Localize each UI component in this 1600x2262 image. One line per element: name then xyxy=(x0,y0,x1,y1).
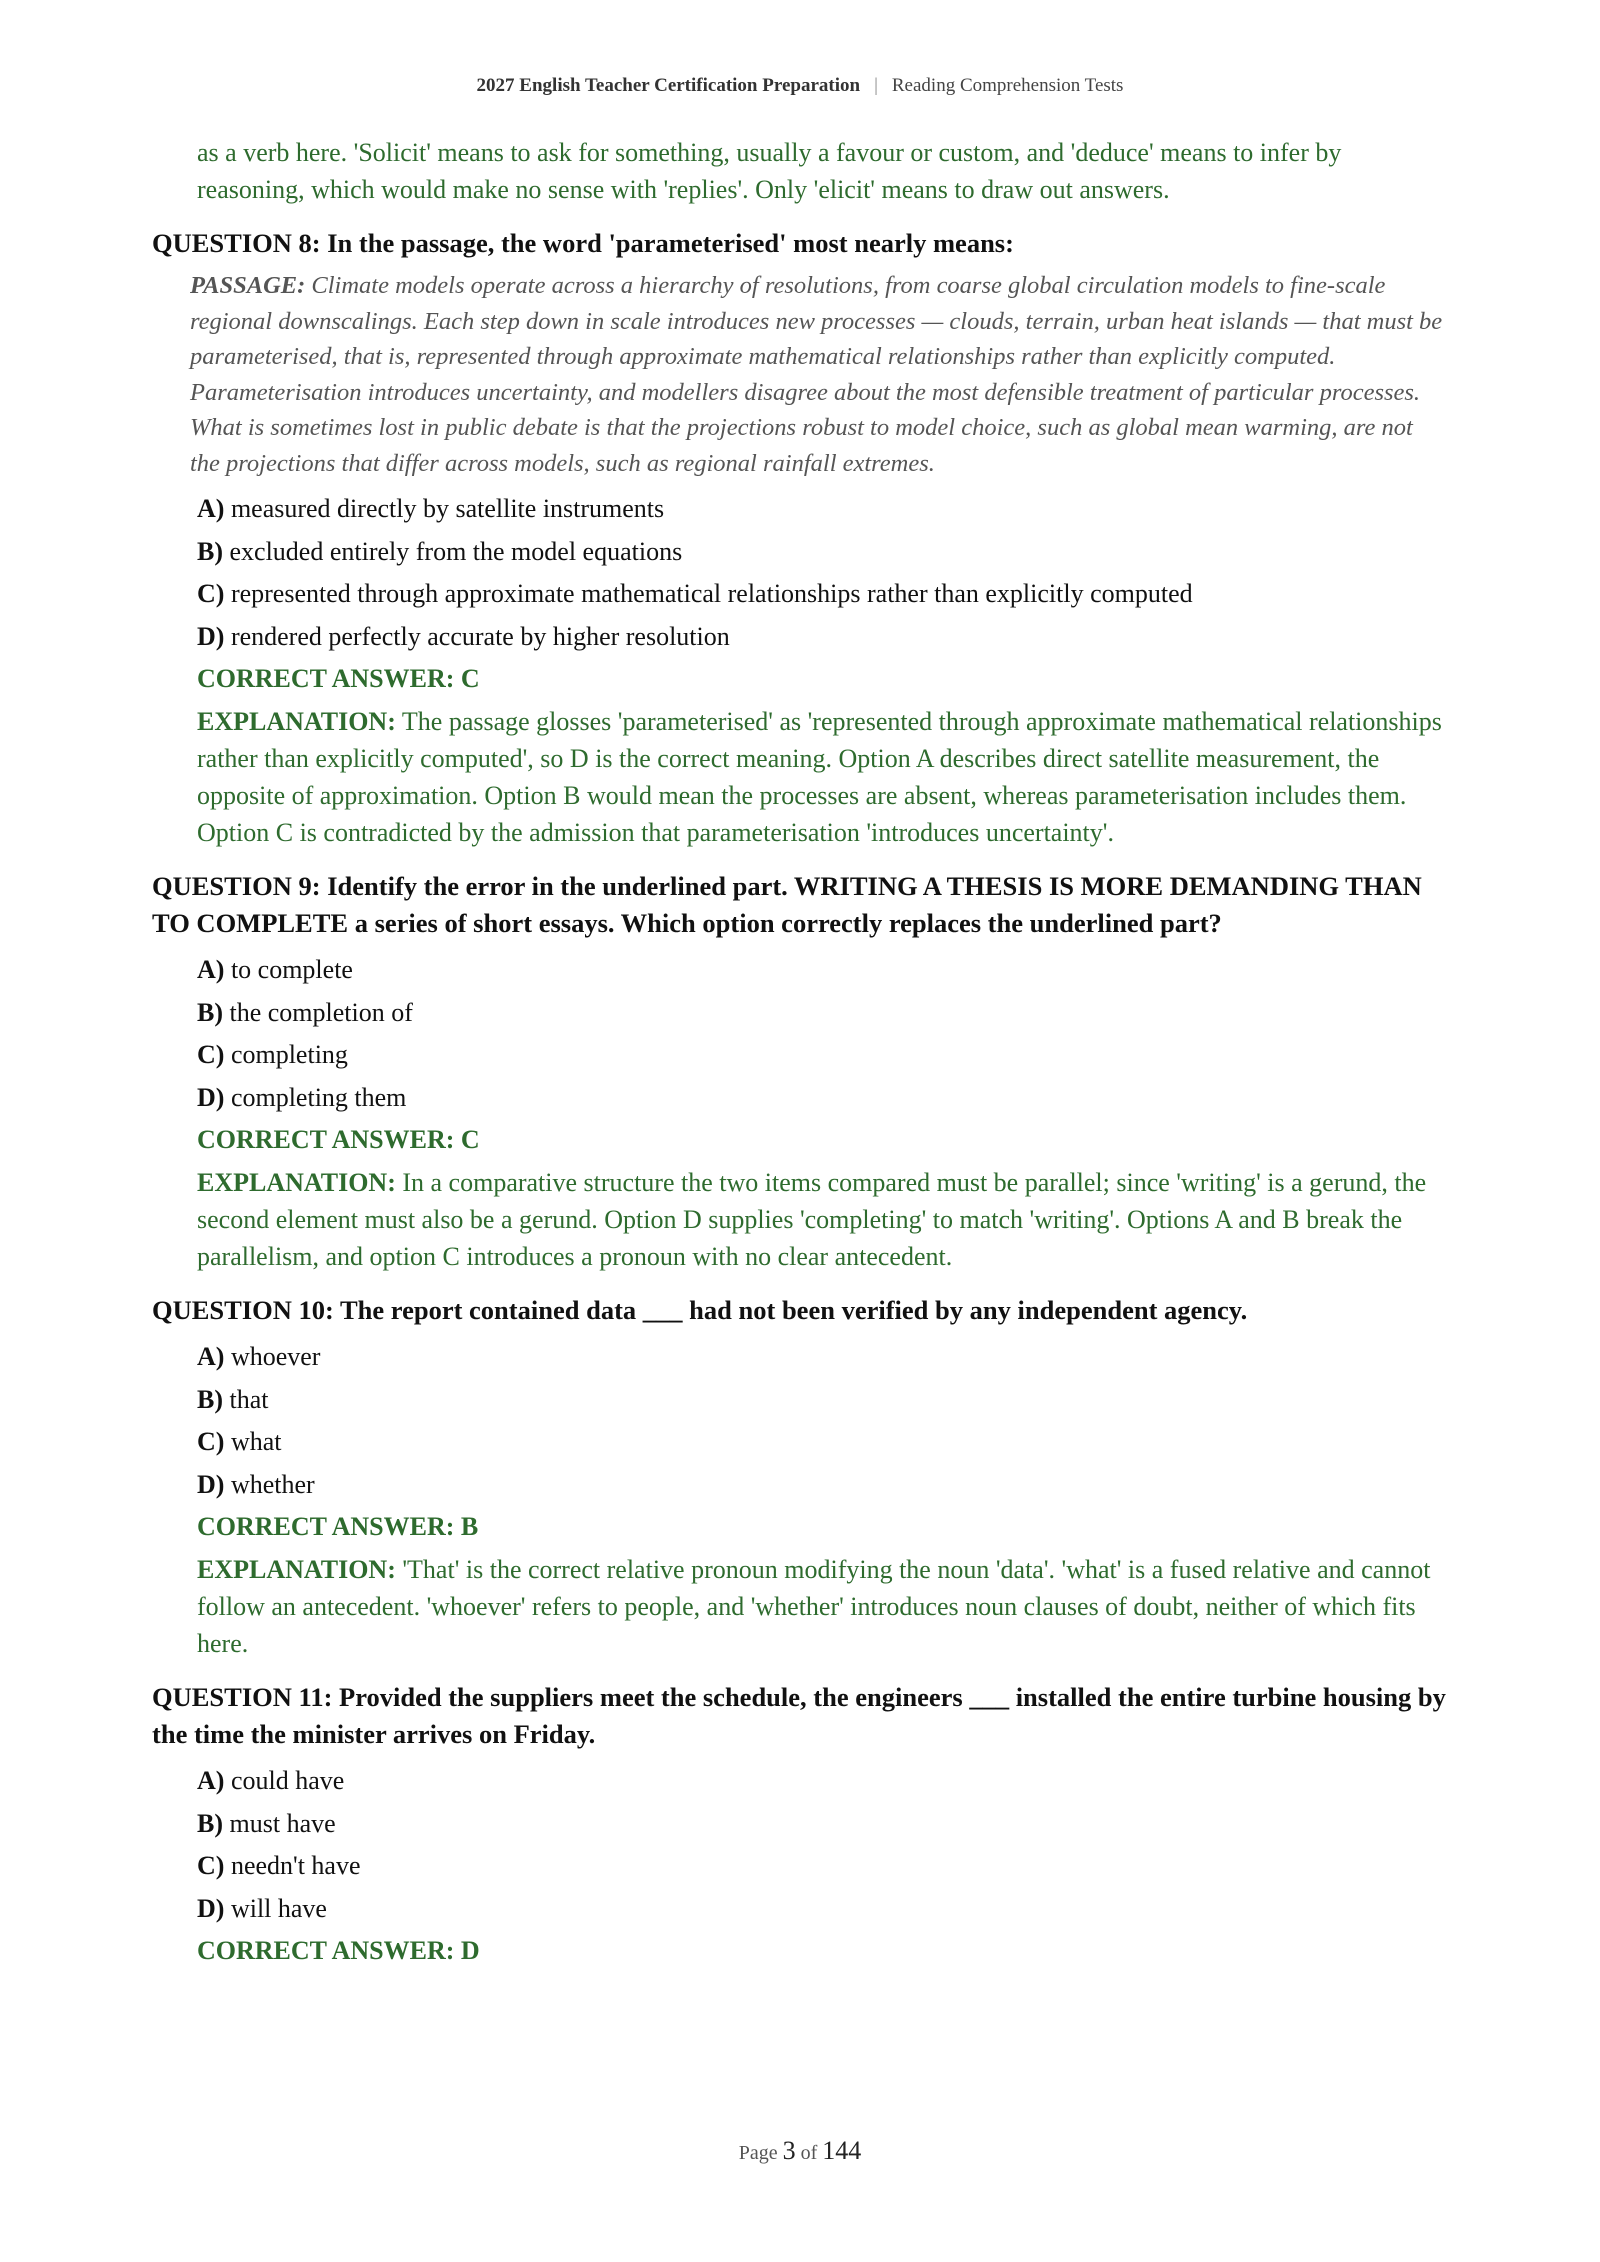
carryover-explanation: as a verb here. 'Solicit' means to ask for something, usually a favour or custom, and 'deduce' means to infer by reasoning, which would make no sense with 'replies'. Only 'elicit' means to draw out answers. xyxy=(197,138,1342,204)
explanation xyxy=(197,1164,1448,1275)
question-block xyxy=(152,1679,1448,1972)
option-b xyxy=(197,531,1448,574)
option-text: represented through approximate mathematical relationships rather than explicitly computed xyxy=(230,579,1193,608)
correct-answer: CORRECT ANSWER: B xyxy=(197,1512,479,1541)
page-content xyxy=(152,134,1448,1972)
option-text: that xyxy=(229,1384,269,1414)
option-text: will have xyxy=(230,1893,327,1923)
option-b xyxy=(197,1379,1448,1422)
option-text: the completion of xyxy=(229,997,413,1027)
option-letter: B) xyxy=(197,1808,223,1838)
option-a xyxy=(197,488,1448,531)
passage-text: Climate models operate across a hierarchy of resolutions, from coarse global circulation models to fine-scale regional downscalings. Each step down in scale introduces new processes — clouds, terrain, urban heat islands — that must be parameterised, that is, represented through approximate mathematical relationships rather than explicitly computed. Parameterisation introduces uncertainty, and modellers disagree about the most defensible treatment of particular processes. What is sometimes lost in public debate is that the projections robust to model choice, such as global mean warming, are not the projections that differ across models, such as regional rainfall extremes. xyxy=(190,272,1443,477)
option-text: completing them xyxy=(230,1082,407,1112)
running-header xyxy=(0,75,1600,97)
option-a xyxy=(197,1336,1448,1379)
option-letter: D) xyxy=(197,1469,225,1499)
option-c xyxy=(197,1034,1448,1077)
question-block xyxy=(152,1292,1448,1662)
explanation-label: EXPLANATION: xyxy=(197,1168,396,1197)
option-text: measured directly by satellite instruments xyxy=(230,494,665,523)
page-footer xyxy=(0,2136,1600,2166)
option-text: completing xyxy=(230,1040,348,1069)
option-c xyxy=(197,573,1448,616)
question-prompt: QUESTION 9: Identify the error in the underlined part. WRITING A THESIS IS MORE DEMANDING THAN TO COMPLETE a series of short essays. Which option correctly replaces the underlined part? xyxy=(152,871,1422,938)
option-b xyxy=(197,992,1448,1035)
option-letter: A) xyxy=(197,494,225,523)
correct-answer: CORRECT ANSWER: D xyxy=(197,1936,480,1965)
question-block xyxy=(152,225,1448,851)
option-letter: B) xyxy=(197,1384,223,1414)
option-text: could have xyxy=(230,1766,345,1795)
options-list xyxy=(197,1336,1448,1506)
option-text: rendered perfectly accurate by higher resolution xyxy=(230,621,730,651)
header-subtitle: Reading Comprehension Tests xyxy=(891,75,1124,96)
option-letter: D) xyxy=(197,1082,225,1112)
option-text: what xyxy=(230,1427,282,1456)
option-text: excluded entirely from the model equations xyxy=(229,536,683,566)
options-list xyxy=(197,488,1448,658)
explanation-label: EXPLANATION: xyxy=(197,1555,396,1584)
options-list xyxy=(197,1760,1448,1930)
options-list xyxy=(197,949,1448,1119)
option-text: whether xyxy=(230,1469,315,1499)
question-prompt: QUESTION 10: The report contained data ___ had not been verified by any independent agency. xyxy=(152,1295,1248,1325)
option-letter: A) xyxy=(197,955,225,984)
of-word: of xyxy=(800,2142,818,2164)
total-pages: 144 xyxy=(822,2136,862,2165)
passage xyxy=(190,268,1448,481)
option-c xyxy=(197,1421,1448,1464)
option-a xyxy=(197,1760,1448,1803)
option-b xyxy=(197,1803,1448,1846)
explanation-text: The passage glosses 'parameterised' as 'represented through approximate mathematical relationships rather than explicitly computed', so D is the correct meaning. Option A describes direct satellite measurement, the opposite of approximation. Option B would mean the processes are absent, whereas parameterisation includes them. Option C is contradicted by the admission that parameterisation 'introduces uncertainty'. xyxy=(197,707,1442,847)
header-separator: | xyxy=(874,75,878,96)
explanation xyxy=(197,1551,1448,1662)
header-title: 2027 English Teacher Certification Preparation xyxy=(476,75,861,96)
option-a xyxy=(197,949,1448,992)
option-letter: C) xyxy=(197,1427,225,1456)
option-text: to complete xyxy=(230,955,353,984)
page-word: Page xyxy=(738,2142,778,2164)
option-letter: A) xyxy=(197,1766,225,1795)
option-letter: B) xyxy=(197,997,223,1027)
correct-answer: CORRECT ANSWER: C xyxy=(197,1125,480,1154)
option-d xyxy=(197,616,1448,659)
question-prompt: QUESTION 11: Provided the suppliers meet the schedule, the engineers ___ installed the entire turbine housing by the time the minister arrives on Friday. xyxy=(152,1682,1446,1749)
option-text: must have xyxy=(229,1808,336,1838)
option-letter: C) xyxy=(197,579,225,608)
option-letter: B) xyxy=(197,536,223,566)
option-d xyxy=(197,1464,1448,1507)
option-letter: D) xyxy=(197,1893,225,1923)
page-number: 3 xyxy=(782,2136,796,2165)
question-block xyxy=(152,868,1448,1275)
option-c xyxy=(197,1845,1448,1888)
question-prompt: QUESTION 8: In the passage, the word 'parameterised' most nearly means: xyxy=(152,228,1014,258)
correct-answer: CORRECT ANSWER: C xyxy=(197,664,480,693)
explanation-label: EXPLANATION: xyxy=(197,707,396,736)
option-d xyxy=(197,1888,1448,1931)
option-text: whoever xyxy=(230,1342,321,1371)
option-letter: C) xyxy=(197,1851,225,1880)
explanation-text: In a comparative structure the two items compared must be parallel; since 'writing' is a gerund, the second element must also be a gerund. Option D supplies 'completing' to match 'writing'. Options A and B break the parallelism, and option C introduces a pronoun with no clear antecedent. xyxy=(197,1168,1427,1271)
explanation xyxy=(197,703,1448,851)
option-letter: C) xyxy=(197,1040,225,1069)
passage-label: PASSAGE: xyxy=(190,272,306,299)
option-text: needn't have xyxy=(230,1851,361,1880)
option-letter: D) xyxy=(197,621,225,651)
option-d xyxy=(197,1077,1448,1120)
option-letter: A) xyxy=(197,1342,225,1371)
explanation-text: 'That' is the correct relative pronoun modifying the noun 'data'. 'what' is a fused relative and cannot follow an antecedent. 'whoever' refers to people, and 'whether' introduces noun clauses of doubt, neither of which fits here. xyxy=(197,1555,1431,1658)
